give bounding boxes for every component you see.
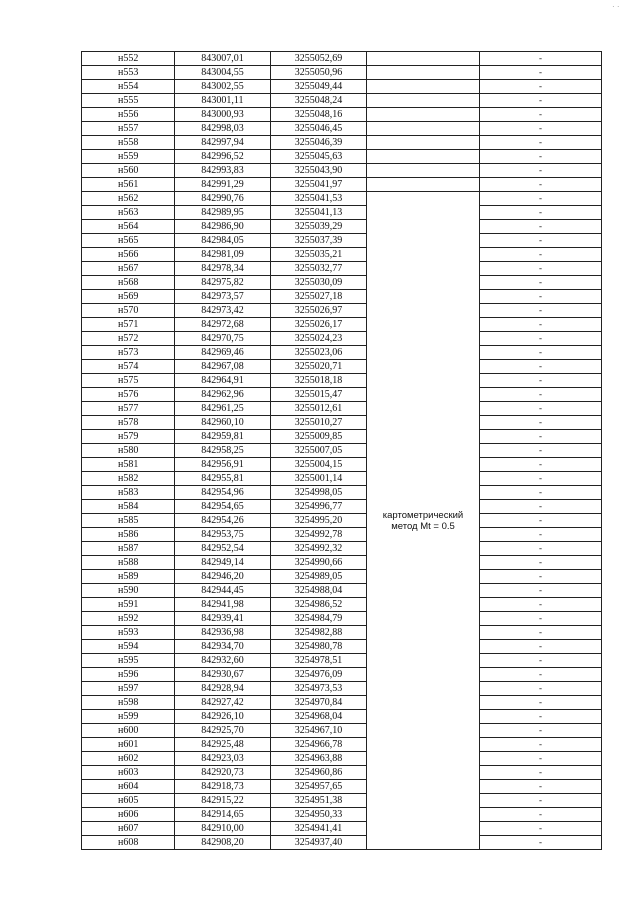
y-coordinate-cell: 3255012,61 — [271, 402, 367, 416]
point-name-cell: н562 — [82, 192, 175, 206]
point-name-cell: н585 — [82, 514, 175, 528]
y-coordinate-cell: 3254966,78 — [271, 738, 367, 752]
x-coordinate-cell: 842996,52 — [175, 150, 271, 164]
table-row — [82, 262, 602, 276]
table-row — [82, 108, 602, 122]
error-cell: - — [480, 822, 602, 836]
table-row — [82, 668, 602, 682]
method-cell-empty — [367, 108, 480, 122]
error-cell: - — [480, 766, 602, 780]
y-coordinate-cell: 3255018,18 — [271, 374, 367, 388]
error-cell: - — [480, 444, 602, 458]
error-cell: - — [480, 262, 602, 276]
table-row — [82, 220, 602, 234]
point-name-cell: н580 — [82, 444, 175, 458]
table-row — [82, 206, 602, 220]
error-cell: - — [480, 402, 602, 416]
point-name-cell: н600 — [82, 724, 175, 738]
y-coordinate-cell: 3254967,10 — [271, 724, 367, 738]
error-cell: - — [480, 584, 602, 598]
y-coordinate-cell: 3254957,65 — [271, 780, 367, 794]
error-cell: - — [480, 220, 602, 234]
x-coordinate-cell: 842932,60 — [175, 654, 271, 668]
error-cell: - — [480, 836, 602, 850]
y-coordinate-cell: 3255035,21 — [271, 248, 367, 262]
x-coordinate-cell: 842941,98 — [175, 598, 271, 612]
point-name-cell: н586 — [82, 528, 175, 542]
error-cell: - — [480, 668, 602, 682]
error-cell: - — [480, 318, 602, 332]
point-name-cell: н604 — [82, 780, 175, 794]
y-coordinate-cell: 3255052,69 — [271, 52, 367, 66]
table-row — [82, 570, 602, 584]
table-row — [82, 290, 602, 304]
table-row — [82, 430, 602, 444]
method-cell-empty — [367, 164, 480, 178]
y-coordinate-cell: 3255001,14 — [271, 472, 367, 486]
table-row — [82, 612, 602, 626]
point-name-cell: н592 — [82, 612, 175, 626]
method-cell-empty — [367, 150, 480, 164]
error-cell: - — [480, 52, 602, 66]
point-name-cell: н555 — [82, 94, 175, 108]
x-coordinate-cell: 842991,29 — [175, 178, 271, 192]
error-cell: - — [480, 570, 602, 584]
y-coordinate-cell: 3254986,52 — [271, 598, 367, 612]
point-name-cell: н608 — [82, 836, 175, 850]
point-name-cell: н583 — [82, 486, 175, 500]
x-coordinate-cell: 842962,96 — [175, 388, 271, 402]
table-row — [82, 66, 602, 80]
point-name-cell: н587 — [82, 542, 175, 556]
point-name-cell: н588 — [82, 556, 175, 570]
x-coordinate-cell: 842920,73 — [175, 766, 271, 780]
y-coordinate-cell: 3255026,97 — [271, 304, 367, 318]
error-cell: - — [480, 752, 602, 766]
error-cell: - — [480, 780, 602, 794]
error-cell: - — [480, 430, 602, 444]
y-coordinate-cell: 3255037,39 — [271, 234, 367, 248]
x-coordinate-cell: 842952,54 — [175, 542, 271, 556]
y-coordinate-cell: 3254941,41 — [271, 822, 367, 836]
y-coordinate-cell: 3254998,05 — [271, 486, 367, 500]
point-name-cell: н582 — [82, 472, 175, 486]
x-coordinate-cell: 842914,65 — [175, 808, 271, 822]
x-coordinate-cell: 842925,48 — [175, 738, 271, 752]
x-coordinate-cell: 842953,75 — [175, 528, 271, 542]
table-row — [82, 304, 602, 318]
error-cell: - — [480, 360, 602, 374]
y-coordinate-cell: 3255032,77 — [271, 262, 367, 276]
y-coordinate-cell: 3255026,17 — [271, 318, 367, 332]
point-name-cell: н554 — [82, 80, 175, 94]
point-name-cell: н569 — [82, 290, 175, 304]
error-cell: - — [480, 276, 602, 290]
point-name-cell: н602 — [82, 752, 175, 766]
point-name-cell: н566 — [82, 248, 175, 262]
error-cell: - — [480, 556, 602, 570]
y-coordinate-cell: 3254996,77 — [271, 500, 367, 514]
x-coordinate-cell: 842915,22 — [175, 794, 271, 808]
y-coordinate-cell: 3254978,51 — [271, 654, 367, 668]
point-name-cell: н598 — [82, 696, 175, 710]
table-row — [82, 416, 602, 430]
point-name-cell: н574 — [82, 360, 175, 374]
error-cell: - — [480, 234, 602, 248]
point-name-cell: н552 — [82, 52, 175, 66]
table-row — [82, 374, 602, 388]
x-coordinate-cell: 842934,70 — [175, 640, 271, 654]
method-cell: картометрический метод Mt = 0.5 — [367, 192, 480, 850]
point-name-cell: н558 — [82, 136, 175, 150]
error-cell: - — [480, 654, 602, 668]
table-row — [82, 444, 602, 458]
x-coordinate-cell: 842973,42 — [175, 304, 271, 318]
x-coordinate-cell: 842918,73 — [175, 780, 271, 794]
x-coordinate-cell: 842998,03 — [175, 122, 271, 136]
table-row — [82, 332, 602, 346]
x-coordinate-cell: 842923,03 — [175, 752, 271, 766]
x-coordinate-cell: 842958,25 — [175, 444, 271, 458]
table-row — [82, 360, 602, 374]
error-cell: - — [480, 808, 602, 822]
y-coordinate-cell: 3254992,32 — [271, 542, 367, 556]
point-name-cell: н589 — [82, 570, 175, 584]
y-coordinate-cell: 3255009,85 — [271, 430, 367, 444]
table-row — [82, 654, 602, 668]
table-row — [82, 136, 602, 150]
y-coordinate-cell: 3255023,06 — [271, 346, 367, 360]
error-cell: - — [480, 458, 602, 472]
x-coordinate-cell: 842986,90 — [175, 220, 271, 234]
table-row — [82, 766, 602, 780]
table-row — [82, 94, 602, 108]
table-row — [82, 318, 602, 332]
table-row — [82, 696, 602, 710]
error-cell: - — [480, 542, 602, 556]
table-row — [82, 640, 602, 654]
error-cell: - — [480, 290, 602, 304]
table-row — [82, 458, 602, 472]
x-coordinate-cell: 842978,34 — [175, 262, 271, 276]
error-cell: - — [480, 332, 602, 346]
y-coordinate-cell: 3254992,78 — [271, 528, 367, 542]
table-row — [82, 836, 602, 850]
error-cell: - — [480, 486, 602, 500]
error-cell: - — [480, 248, 602, 262]
y-coordinate-cell: 3255046,45 — [271, 122, 367, 136]
point-name-cell: н560 — [82, 164, 175, 178]
y-coordinate-cell: 3255041,13 — [271, 206, 367, 220]
point-name-cell: н594 — [82, 640, 175, 654]
error-cell: - — [480, 346, 602, 360]
error-cell: - — [480, 150, 602, 164]
y-coordinate-cell: 3255020,71 — [271, 360, 367, 374]
error-cell: - — [480, 472, 602, 486]
point-name-cell: н593 — [82, 626, 175, 640]
point-name-cell: н578 — [82, 416, 175, 430]
y-coordinate-cell: 3254937,40 — [271, 836, 367, 850]
x-coordinate-cell: 842954,26 — [175, 514, 271, 528]
x-coordinate-cell: 842936,98 — [175, 626, 271, 640]
x-coordinate-cell: 843002,55 — [175, 80, 271, 94]
y-coordinate-cell: 3255041,97 — [271, 178, 367, 192]
point-name-cell: н603 — [82, 766, 175, 780]
point-name-cell: н579 — [82, 430, 175, 444]
error-cell: - — [480, 724, 602, 738]
x-coordinate-cell: 843000,93 — [175, 108, 271, 122]
table-row — [82, 542, 602, 556]
x-coordinate-cell: 842990,76 — [175, 192, 271, 206]
point-name-cell: н601 — [82, 738, 175, 752]
table-row — [82, 486, 602, 500]
error-cell: - — [480, 626, 602, 640]
x-coordinate-cell: 842989,95 — [175, 206, 271, 220]
x-coordinate-cell: 842944,45 — [175, 584, 271, 598]
coordinates-table-body — [82, 52, 602, 850]
y-coordinate-cell: 3254951,38 — [271, 794, 367, 808]
y-coordinate-cell: 3254988,04 — [271, 584, 367, 598]
table-row — [82, 248, 602, 262]
x-coordinate-cell: 843007,01 — [175, 52, 271, 66]
x-coordinate-cell: 842981,09 — [175, 248, 271, 262]
error-cell: - — [480, 304, 602, 318]
point-name-cell: н572 — [82, 332, 175, 346]
table-row — [82, 52, 602, 66]
table-row — [82, 626, 602, 640]
point-name-cell: н557 — [82, 122, 175, 136]
y-coordinate-cell: 3255010,27 — [271, 416, 367, 430]
point-name-cell: н590 — [82, 584, 175, 598]
point-name-cell: н564 — [82, 220, 175, 234]
table-row — [82, 276, 602, 290]
y-coordinate-cell: 3254976,09 — [271, 668, 367, 682]
table-row — [82, 388, 602, 402]
x-coordinate-cell: 842954,96 — [175, 486, 271, 500]
point-name-cell: н581 — [82, 458, 175, 472]
point-name-cell: н597 — [82, 682, 175, 696]
table-row — [82, 192, 602, 206]
method-cell-empty — [367, 52, 480, 66]
point-name-cell: н556 — [82, 108, 175, 122]
y-coordinate-cell: 3255024,23 — [271, 332, 367, 346]
method-cell-empty — [367, 66, 480, 80]
x-coordinate-cell: 842961,25 — [175, 402, 271, 416]
point-name-cell: н570 — [82, 304, 175, 318]
error-cell: - — [480, 192, 602, 206]
table-row — [82, 682, 602, 696]
table-row — [82, 822, 602, 836]
point-name-cell: н576 — [82, 388, 175, 402]
table-row — [82, 584, 602, 598]
y-coordinate-cell: 3254963,88 — [271, 752, 367, 766]
x-coordinate-cell: 842956,91 — [175, 458, 271, 472]
x-coordinate-cell: 842910,00 — [175, 822, 271, 836]
point-name-cell: н559 — [82, 150, 175, 164]
table-row — [82, 752, 602, 766]
error-cell: - — [480, 206, 602, 220]
x-coordinate-cell: 842928,94 — [175, 682, 271, 696]
error-cell: - — [480, 80, 602, 94]
coordinates-table — [81, 51, 602, 850]
error-cell: - — [480, 388, 602, 402]
error-cell: - — [480, 794, 602, 808]
error-cell: - — [480, 696, 602, 710]
y-coordinate-cell: 3254960,86 — [271, 766, 367, 780]
y-coordinate-cell: 3255041,53 — [271, 192, 367, 206]
y-coordinate-cell: 3255007,05 — [271, 444, 367, 458]
x-coordinate-cell: 842969,46 — [175, 346, 271, 360]
y-coordinate-cell: 3255043,90 — [271, 164, 367, 178]
point-name-cell: н596 — [82, 668, 175, 682]
point-name-cell: н591 — [82, 598, 175, 612]
point-name-cell: н584 — [82, 500, 175, 514]
x-coordinate-cell: 842973,57 — [175, 290, 271, 304]
table-row — [82, 556, 602, 570]
x-coordinate-cell: 842993,83 — [175, 164, 271, 178]
x-coordinate-cell: 842930,67 — [175, 668, 271, 682]
error-cell: - — [480, 66, 602, 80]
table-row — [82, 80, 602, 94]
point-name-cell: н606 — [82, 808, 175, 822]
error-cell: - — [480, 514, 602, 528]
point-name-cell: н565 — [82, 234, 175, 248]
table-row — [82, 598, 602, 612]
table-row — [82, 724, 602, 738]
error-cell: - — [480, 640, 602, 654]
error-cell: - — [480, 682, 602, 696]
point-name-cell: н577 — [82, 402, 175, 416]
y-coordinate-cell: 3254995,20 — [271, 514, 367, 528]
error-cell: - — [480, 500, 602, 514]
point-name-cell: н568 — [82, 276, 175, 290]
y-coordinate-cell: 3254984,79 — [271, 612, 367, 626]
x-coordinate-cell: 842984,05 — [175, 234, 271, 248]
y-coordinate-cell: 3255048,16 — [271, 108, 367, 122]
point-name-cell: н563 — [82, 206, 175, 220]
x-coordinate-cell: 842967,08 — [175, 360, 271, 374]
point-name-cell: н595 — [82, 654, 175, 668]
x-coordinate-cell: 842946,20 — [175, 570, 271, 584]
x-coordinate-cell: 843001,11 — [175, 94, 271, 108]
point-name-cell: н605 — [82, 794, 175, 808]
x-coordinate-cell: 842970,75 — [175, 332, 271, 346]
x-coordinate-cell: 842954,65 — [175, 500, 271, 514]
table-row — [82, 528, 602, 542]
y-coordinate-cell: 3254980,78 — [271, 640, 367, 654]
x-coordinate-cell: 842926,10 — [175, 710, 271, 724]
error-cell: - — [480, 710, 602, 724]
point-name-cell: н599 — [82, 710, 175, 724]
x-coordinate-cell: 842997,94 — [175, 136, 271, 150]
y-coordinate-cell: 3254989,05 — [271, 570, 367, 584]
error-cell: - — [480, 612, 602, 626]
table-row — [82, 794, 602, 808]
x-coordinate-cell: 842972,68 — [175, 318, 271, 332]
y-coordinate-cell: 3254968,04 — [271, 710, 367, 724]
method-cell-empty — [367, 80, 480, 94]
y-coordinate-cell: 3255049,44 — [271, 80, 367, 94]
table-row — [82, 122, 602, 136]
x-coordinate-cell: 842927,42 — [175, 696, 271, 710]
error-cell: - — [480, 598, 602, 612]
table-row — [82, 738, 602, 752]
y-coordinate-cell: 3255015,47 — [271, 388, 367, 402]
point-name-cell: н575 — [82, 374, 175, 388]
error-cell: - — [480, 108, 602, 122]
method-cell-empty — [367, 94, 480, 108]
table-row — [82, 234, 602, 248]
table-row — [82, 164, 602, 178]
table-row — [82, 808, 602, 822]
error-cell: - — [480, 374, 602, 388]
error-cell: - — [480, 738, 602, 752]
table-row — [82, 346, 602, 360]
x-coordinate-cell: 843004,55 — [175, 66, 271, 80]
method-cell-empty — [367, 178, 480, 192]
x-coordinate-cell: 842955,81 — [175, 472, 271, 486]
x-coordinate-cell: 842949,14 — [175, 556, 271, 570]
y-coordinate-cell: 3255039,29 — [271, 220, 367, 234]
table-row — [82, 472, 602, 486]
error-cell: - — [480, 416, 602, 430]
point-name-cell: н561 — [82, 178, 175, 192]
y-coordinate-cell: 3255050,96 — [271, 66, 367, 80]
x-coordinate-cell: 842964,91 — [175, 374, 271, 388]
y-coordinate-cell: 3254990,66 — [271, 556, 367, 570]
method-cell-empty — [367, 136, 480, 150]
x-coordinate-cell: 842925,70 — [175, 724, 271, 738]
y-coordinate-cell: 3255048,24 — [271, 94, 367, 108]
y-coordinate-cell: 3255045,63 — [271, 150, 367, 164]
table-row — [82, 710, 602, 724]
x-coordinate-cell: 842908,20 — [175, 836, 271, 850]
y-coordinate-cell: 3254970,84 — [271, 696, 367, 710]
y-coordinate-cell: 3255027,18 — [271, 290, 367, 304]
error-cell: - — [480, 178, 602, 192]
point-name-cell: н567 — [82, 262, 175, 276]
table-row — [82, 514, 602, 528]
y-coordinate-cell: 3254973,53 — [271, 682, 367, 696]
x-coordinate-cell: 842939,41 — [175, 612, 271, 626]
y-coordinate-cell: 3254950,33 — [271, 808, 367, 822]
y-coordinate-cell: 3255004,15 — [271, 458, 367, 472]
corner-mark: · · — [612, 2, 620, 11]
error-cell: - — [480, 164, 602, 178]
x-coordinate-cell: 842959,81 — [175, 430, 271, 444]
x-coordinate-cell: 842960,10 — [175, 416, 271, 430]
table-row — [82, 402, 602, 416]
error-cell: - — [480, 136, 602, 150]
x-coordinate-cell: 842975,82 — [175, 276, 271, 290]
table-row — [82, 150, 602, 164]
y-coordinate-cell: 3255030,09 — [271, 276, 367, 290]
table-row — [82, 500, 602, 514]
y-coordinate-cell: 3255046,39 — [271, 136, 367, 150]
error-cell: - — [480, 528, 602, 542]
table-row — [82, 178, 602, 192]
point-name-cell: н553 — [82, 66, 175, 80]
point-name-cell: н607 — [82, 822, 175, 836]
method-cell-empty — [367, 122, 480, 136]
point-name-cell: н571 — [82, 318, 175, 332]
table-row — [82, 780, 602, 794]
error-cell: - — [480, 122, 602, 136]
point-name-cell: н573 — [82, 346, 175, 360]
y-coordinate-cell: 3254982,88 — [271, 626, 367, 640]
error-cell: - — [480, 94, 602, 108]
